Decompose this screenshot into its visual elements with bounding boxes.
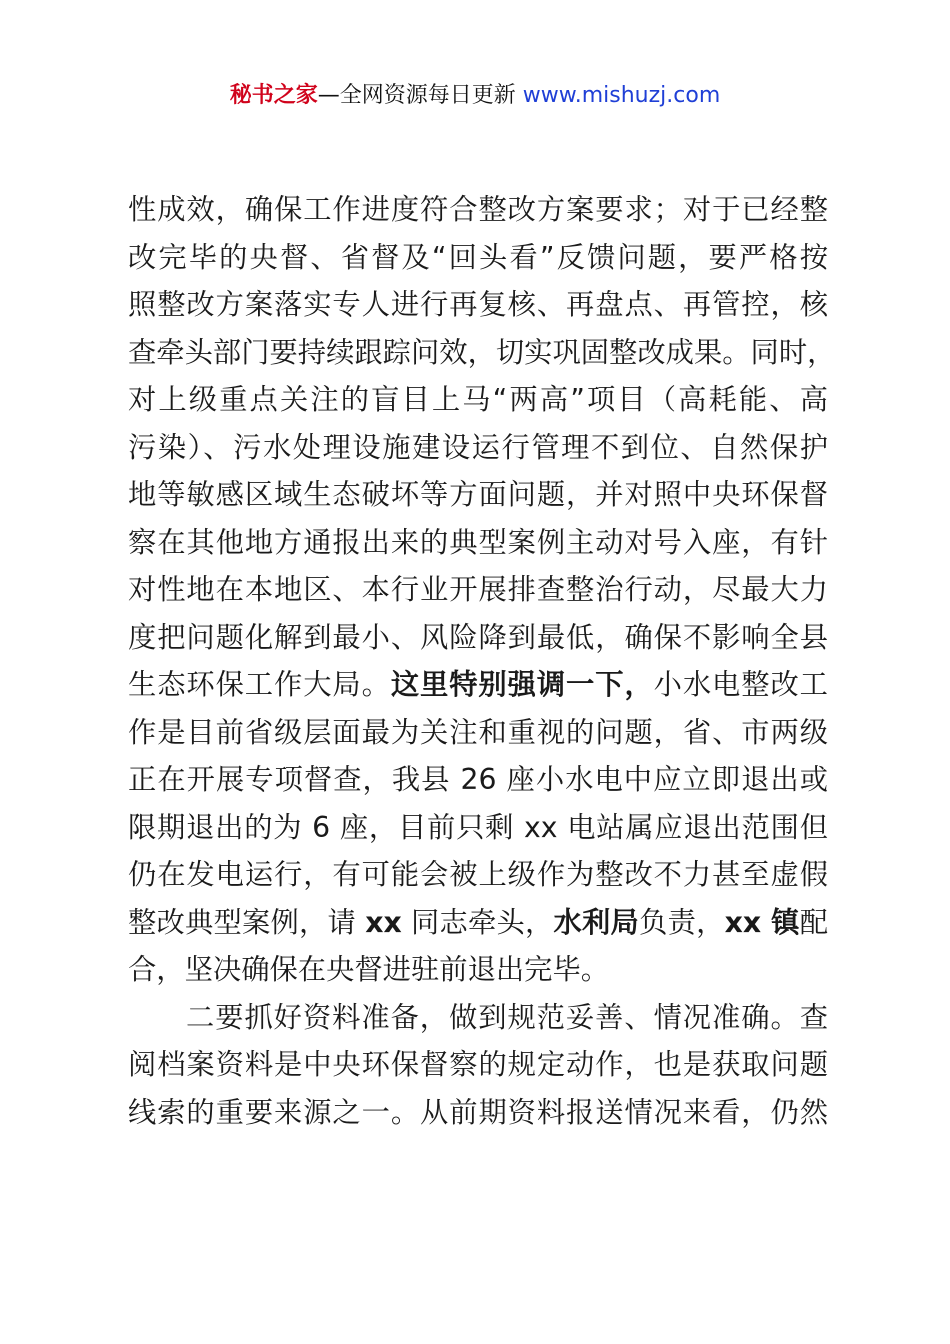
text-line: 查牵头部门要持续跟踪问效，切实巩固整改成果。同时， — [128, 335, 836, 369]
text-line: 察在其他地方通报出来的典型案例主动对号入座，有针 — [128, 525, 828, 559]
emphasis-text: 水利局 — [553, 905, 640, 939]
emphasis-text: xx 镇 — [724, 905, 800, 939]
text-run: 配 — [799, 905, 828, 939]
text-line: 仍在发电运行，有可能会被上级作为整改不力甚至虚假 — [128, 858, 828, 891]
paragraph-heading-line: 二要抓好资料准备，做到规范妥善、情况准确。查 — [186, 1000, 828, 1034]
text-line: 度把问题化解到最小、风险降到最低，确保不影响全县 — [128, 620, 828, 654]
text-run: 负责， — [639, 905, 725, 939]
document-body — [128, 186, 836, 1136]
text-line: 合，坚决确保在央督进驻前退出完毕。 — [128, 953, 610, 986]
text-line: 阅档案资料是中央环保督察的规定动作，也是获取问题 — [128, 1048, 828, 1081]
text-line-assignment — [128, 899, 828, 947]
text-run: 整改典型案例，请 — [128, 905, 366, 939]
text-line: 污染）、污水处理设施建设运行管理不到位、自然保护 — [128, 430, 828, 464]
text-line: 线索的重要来源之一。从前期资料报送情况来看，仍然 — [128, 1095, 828, 1129]
emphasis-text: xx — [365, 905, 402, 939]
text-line: 照整改方案落实专人进行再复核、再盘点、再管控，核 — [128, 288, 828, 321]
header-tagline: —全网资源每日更新 — [317, 83, 523, 108]
text-line: 改完毕的央督、省督及“回头看”反馈问题，要严格按 — [128, 240, 828, 274]
header-site-url[interactable]: www.mishuzj.com — [522, 83, 721, 108]
text-line-emphasis — [128, 661, 828, 709]
text-line: 地等敏感区域生态破坏等方面问题，并对照中央环保督 — [128, 478, 828, 511]
header-brand: 秘书之家 — [229, 83, 318, 108]
text-run: 生态环保工作大局。 — [128, 668, 391, 701]
text-line: 正在开展专项督查，我县 26 座小水电中应立即退出或 — [128, 763, 828, 796]
text-line: 作是目前省级层面最为关注和重视的问题，省、市两级 — [128, 715, 828, 749]
emphasis-text: 这里特别强调一下， — [390, 668, 654, 701]
text-line: 对性地在本地区、本行业开展排查整治行动，尽最大力 — [128, 573, 828, 606]
page-header — [0, 80, 950, 112]
text-run: 同志牵头， — [401, 905, 554, 939]
text-line: 限期退出的为 6 座，目前只剩 xx 电站属应退出范围但 — [128, 810, 828, 844]
text-run: 小水电整改工 — [653, 668, 828, 701]
text-line: 对上级重点关注的盲目上马“两高”项目（高耗能、高 — [128, 383, 828, 416]
text-line: 性成效，确保工作进度符合整改方案要求；对于已经整 — [128, 193, 828, 226]
